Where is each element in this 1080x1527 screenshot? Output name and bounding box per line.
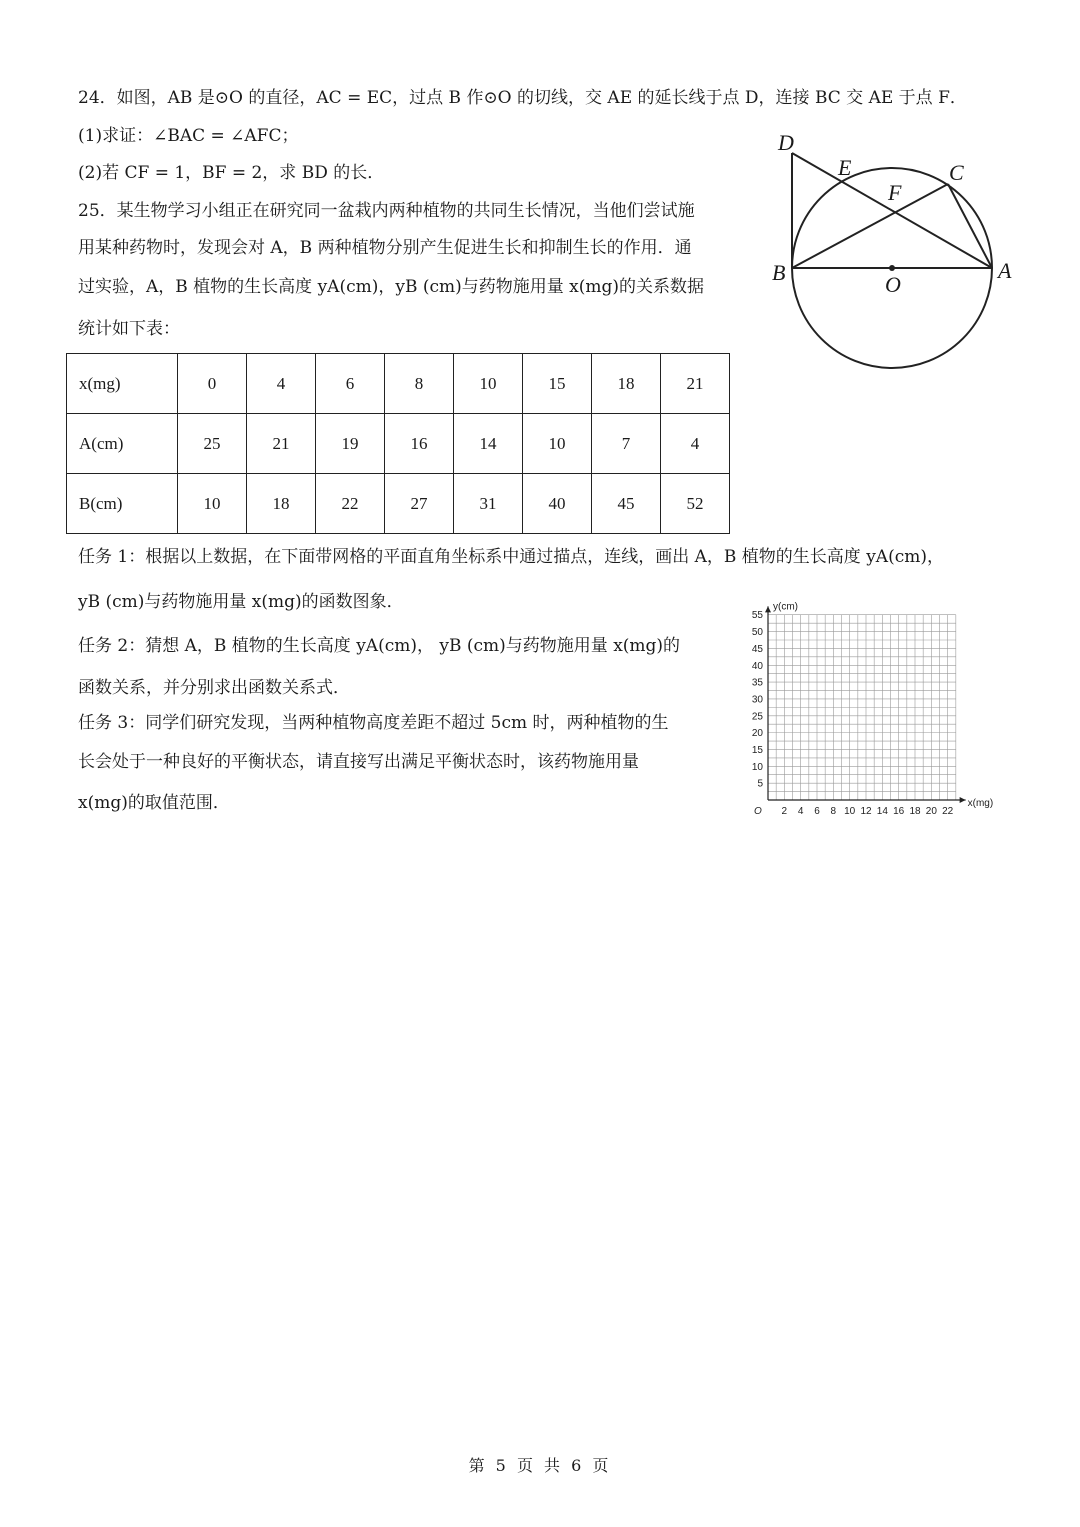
data-table: [66, 353, 730, 534]
table-header: A(cm): [67, 414, 178, 474]
table-header: B(cm): [67, 474, 178, 534]
table-cell: 40: [523, 474, 592, 534]
table-cell: 21: [661, 354, 730, 414]
y-tick-label: 30: [751, 694, 763, 706]
table-cell: 14: [454, 414, 523, 474]
origin-label: O: [754, 806, 762, 817]
x-axis-label: x(mg): [967, 798, 994, 809]
table-cell: 15: [523, 354, 592, 414]
x-tick-label: 16: [893, 806, 905, 817]
y-tick-label: 10: [751, 761, 763, 773]
q24-part1: (1)求证：∠BAC = ∠AFC；: [78, 126, 299, 146]
y-tick-label: 20: [751, 728, 763, 740]
y-axis-arrow: [765, 606, 771, 612]
table-cell: 45: [592, 474, 661, 534]
q25-line3: 过实验，A，B 植物的生长高度 yA(cm)，yB (cm)与药物施用量 x(mg)的关系数据: [78, 277, 705, 297]
x-tick-label: 6: [814, 806, 820, 817]
table-cell: 18: [247, 474, 316, 534]
table-cell: 10: [454, 354, 523, 414]
table-cell: 4: [247, 354, 316, 414]
y-tick-label: 15: [751, 744, 763, 756]
q24-part2: (2)若 CF = 1，BF = 2，求 BD 的长．: [78, 163, 385, 183]
table-cell: 4: [661, 414, 730, 474]
y-tick-label: 55: [751, 610, 763, 622]
x-tick-label: 4: [797, 806, 804, 817]
x-tick-label: 20: [925, 806, 937, 817]
y-tick-label: 5: [757, 778, 763, 790]
task3-line2: 长会处于一种良好的平衡状态，请直接写出满足平衡状态时，该药物施用量: [78, 752, 639, 772]
q25-line2: 用某种药物时，发现会对 A，B 两种植物分别产生促进生长和抑制生长的作用．通: [78, 238, 692, 258]
table-header: x(mg): [67, 354, 178, 414]
table-cell: 8: [385, 354, 454, 414]
table-cell: 16: [385, 414, 454, 474]
x-tick-label: 22: [942, 806, 954, 817]
table-cell: 52: [661, 474, 730, 534]
page-footer: 第 5 页 共 6 页: [468, 1456, 612, 1475]
label-b: B: [772, 260, 786, 285]
x-axis-arrow: [960, 797, 966, 803]
q25-line1: 25．某生物学习小组正在研究同一盆栽内两种植物的共同生长情况，当他们尝试施: [78, 201, 695, 221]
table-cell: 19: [316, 414, 385, 474]
label-o: O: [885, 272, 901, 297]
center-dot: [889, 265, 895, 271]
circle-geometry-figure: [766, 120, 1016, 380]
y-tick-label: 40: [751, 660, 763, 672]
y-tick-label: 50: [751, 627, 763, 639]
label-f: F: [888, 180, 902, 205]
table-cell: 10: [523, 414, 592, 474]
y-tick-label: 25: [751, 711, 763, 723]
table-cell: 21: [247, 414, 316, 474]
table-cell: 7: [592, 414, 661, 474]
y-tick-label: 45: [751, 643, 763, 655]
q24-stem: 24．如图，AB 是⊙O 的直径，AC = EC，过点 B 作⊙O 的切线，交 AE 的延长线于点 D，连接 BC 交 AE 于点 F．: [78, 88, 967, 108]
table-cell: 6: [316, 354, 385, 414]
table-cell: 22: [316, 474, 385, 534]
table-cell: 0: [178, 354, 247, 414]
table-row-x: [67, 354, 730, 414]
label-a: A: [998, 258, 1012, 283]
x-tick-label: 10: [844, 806, 856, 817]
table-row-a: [67, 414, 730, 474]
label-d: D: [778, 130, 794, 155]
x-tick-label: 18: [909, 806, 921, 817]
table-cell: 10: [178, 474, 247, 534]
task3-line3: x(mg)的取值范围．: [78, 793, 230, 813]
q25-line4: 统计如下表：: [78, 319, 180, 339]
x-tick-label: 2: [781, 806, 788, 817]
table-cell: 27: [385, 474, 454, 534]
coordinate-grid-chart: [744, 592, 1004, 820]
x-tick-label: 12: [860, 806, 872, 817]
task2-line1: 任务 2：猜想 A，B 植物的生长高度 yA(cm)， yB (cm)与药物施用量 x(mg)的: [78, 636, 681, 656]
task1-line1: 任务 1：根据以上数据，在下面带网格的平面直角坐标系中通过描点，连线，画出 A，B 植物的生长高度 yA(cm)，: [78, 547, 944, 567]
table-row-b: [67, 474, 730, 534]
table-cell: 18: [592, 354, 661, 414]
label-c: C: [949, 160, 964, 185]
x-tick-label: 8: [830, 806, 837, 817]
task3-line1: 任务 3：同学们研究发现，当两种植物高度差距不超过 5cm 时，两种植物的生: [78, 713, 669, 733]
label-e: E: [838, 155, 852, 180]
x-tick-label: 14: [876, 806, 888, 817]
segment-bc: [792, 184, 948, 268]
table-cell: 31: [454, 474, 523, 534]
y-axis-label: y(cm): [773, 601, 798, 613]
table-cell: 25: [178, 414, 247, 474]
y-tick-label: 35: [751, 677, 763, 689]
task1-line2: yB (cm)与药物施用量 x(mg)的函数图象．: [78, 592, 404, 612]
task2-line2: 函数关系，并分别求出函数关系式．: [78, 678, 350, 698]
